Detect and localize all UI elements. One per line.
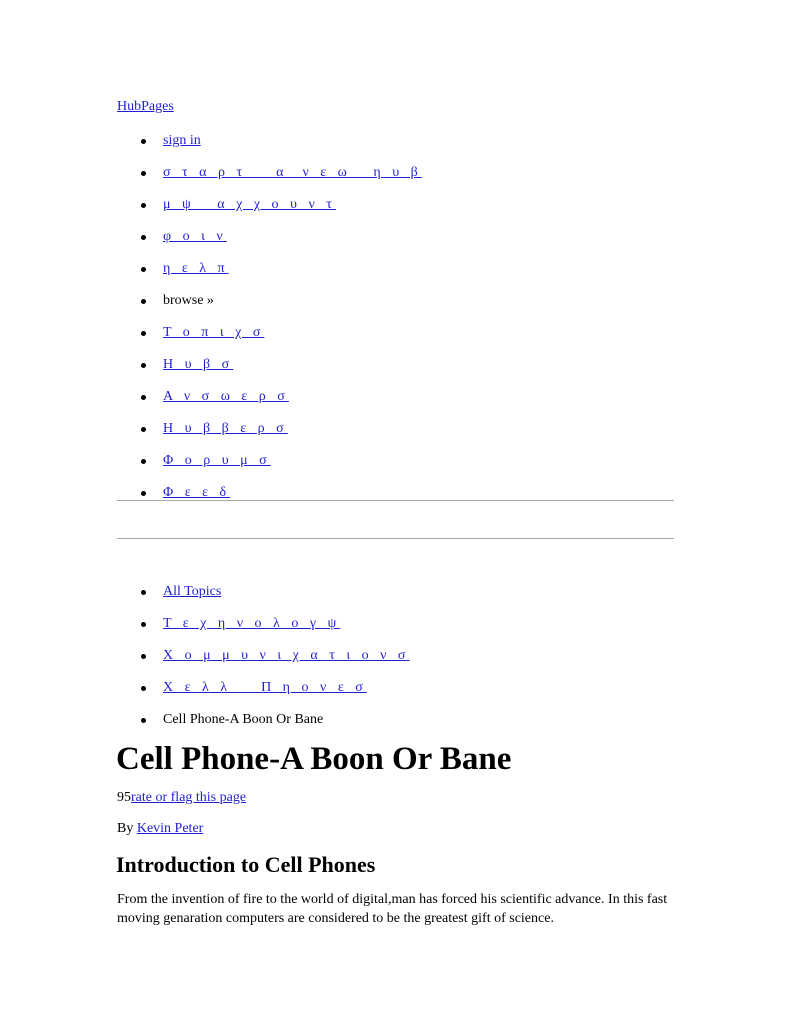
divider-top [117,500,674,501]
nav-item-link[interactable]: sign in [163,133,201,148]
nav-item-link[interactable]: Η υ β σ [163,357,234,372]
nav-item[interactable] [117,196,422,228]
breadcrumb [117,583,409,743]
nav-item[interactable] [117,388,422,420]
breadcrumb-item-link[interactable]: All Topics [163,584,222,599]
rating-count: 95 [117,790,131,805]
rating-row [117,790,246,806]
section-heading: Introduction to Cell Phones [116,852,376,877]
rate-or-flag-link[interactable]: rate or flag this page [131,790,247,805]
nav-item-link[interactable]: Η υ β β ε ρ σ [163,421,288,436]
author-link[interactable]: Kevin Peter [136,821,204,836]
nav-item[interactable] [117,324,422,356]
nav-item[interactable] [117,164,422,196]
nav-item [117,292,422,324]
nav-item-link[interactable]: Φ ε ε δ [163,485,231,500]
page-title: Cell Phone-A Boon Or Bane [116,741,512,777]
breadcrumb-item[interactable] [117,583,409,615]
nav-item-label: browse » [163,293,214,308]
breadcrumb-item-link[interactable]: Χ ο μ μ υ ν ι χ α τ ι ο ν σ [163,648,410,663]
breadcrumb-item-link[interactable]: Τ ε χ η ν ο λ ο γ ψ [163,616,341,631]
byline-prefix: By [117,821,137,836]
nav-item[interactable] [117,356,422,388]
nav-item-link[interactable]: η ε λ π [163,261,229,276]
breadcrumb-item-link[interactable]: Χ ε λ λ Π η ο ν ε σ [163,680,367,695]
nav-item[interactable] [117,260,422,292]
breadcrumb-item[interactable] [117,615,409,647]
breadcrumb-item[interactable] [117,647,409,679]
nav-item-link[interactable]: φ ο ι ν [163,229,227,244]
divider-bottom [117,538,674,539]
byline [117,821,203,837]
article-paragraph: From the invention of fire to the world of digital,man has forced his scientific advance. In this fast moving genaration computers are considered to be the greatest gift of science. [117,892,668,926]
site-home-link[interactable]: HubPages [117,99,174,114]
nav-item-link[interactable]: Τ ο π ι χ σ [163,325,265,340]
nav-item[interactable] [117,228,422,260]
nav-item-link[interactable]: μ ψ α χ χ ο υ ν τ [163,197,336,212]
nav-item-link[interactable]: σ τ α ρ τ α ν ε ω η υ β [163,165,422,180]
breadcrumb-item[interactable] [117,679,409,711]
breadcrumb-item-label: Cell Phone-A Boon Or Bane [163,712,324,727]
nav-item[interactable] [117,420,422,452]
nav-item[interactable] [117,132,422,164]
nav-item[interactable] [117,452,422,484]
nav-item-link[interactable]: Α ν σ ω ε ρ σ [163,389,289,404]
account-nav-list [117,132,422,516]
nav-item-link[interactable]: Φ ο ρ υ μ σ [163,453,271,468]
